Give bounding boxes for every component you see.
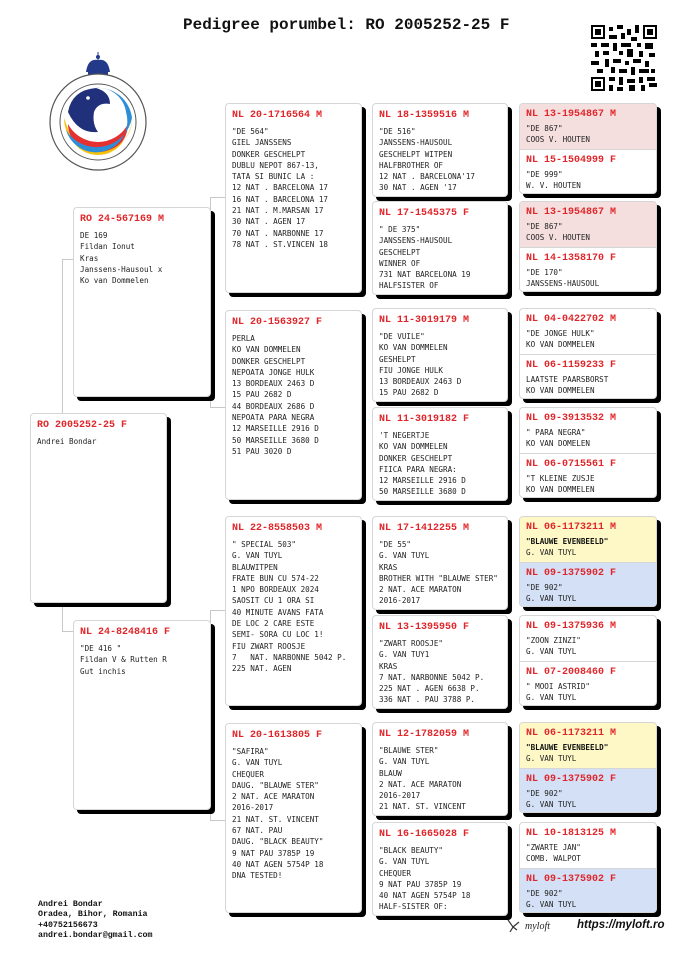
- info-line: 30 NAT . AGEN 17: [232, 217, 306, 227]
- qr-code-icon[interactable]: [591, 25, 657, 91]
- info-line: 40 MINUTE AVANS FATA: [232, 607, 324, 617]
- connector: [210, 407, 225, 408]
- bird-info: [226, 121, 361, 250]
- ring-number: NL 13-1954867 M: [526, 109, 617, 120]
- gggp-dam[interactable]: [520, 354, 656, 400]
- bird-info: [520, 739, 656, 765]
- info-line: "DE 564": [232, 127, 269, 136]
- info-line: G. VAN TUYL: [379, 551, 430, 561]
- info-line: JANSSENS-HAUSOUL: [379, 138, 453, 148]
- info-line: 7 NAT. NARBONNE 5042 P.: [232, 652, 347, 662]
- gggp-sire[interactable]: [520, 202, 656, 247]
- info-line: 30 NAT . AGEN '17: [379, 183, 457, 193]
- gggp-dam[interactable]: [520, 149, 656, 195]
- bird-info: [520, 218, 656, 244]
- owner-email[interactable]: andrei.bondar@gmail.com: [38, 931, 153, 941]
- connector: [508, 433, 509, 483]
- info-line: "DE 416 ": [80, 644, 122, 653]
- info-line: KO VAN DOMMELEN: [232, 345, 301, 355]
- bird-info: [373, 326, 507, 399]
- info-line: JANSSENS-HAUSOUL: [379, 236, 453, 246]
- gggp-pair-card[interactable]: [519, 615, 657, 706]
- bird-info: [373, 633, 507, 706]
- ring-number: NL 04-0422702 M: [526, 314, 617, 325]
- info-line: 2 NAT. ACE MARATON: [232, 792, 315, 802]
- info-line: FIICA PARA NEGRA:: [379, 464, 457, 474]
- grandparent-card[interactable]: [225, 103, 362, 293]
- info-line: 2016-2017: [232, 803, 274, 813]
- info-line: 2 NAT. ACE MARATON: [379, 779, 462, 789]
- connector: [362, 145, 363, 248]
- info-line: GESHELPT: [379, 354, 416, 364]
- ring-number: NL 09-1375902 F: [526, 873, 617, 885]
- great-grandparent-card[interactable]: [372, 103, 508, 197]
- info-line: 21 NAT . M.MARSAN 17: [232, 206, 324, 216]
- bird-info: [520, 120, 656, 146]
- info-line: KRAS: [379, 562, 398, 572]
- grandparent-card[interactable]: [225, 310, 362, 500]
- info-line: DONKER GESCHELPT: [379, 453, 453, 463]
- info-line: "ZWARTE JAN": [526, 843, 581, 852]
- info-line: "BLAUWE EVENBEELD": [526, 743, 609, 752]
- ring-number: NL 20-1563927 F: [232, 317, 323, 328]
- gggp-dam[interactable]: [520, 247, 656, 293]
- ring-number: NL 13-1395950 F: [379, 622, 470, 633]
- info-line: "DE 867": [526, 222, 563, 231]
- info-line: 2 NAT. ACE MARATON: [379, 585, 462, 595]
- bird-info: [520, 424, 656, 450]
- info-line: 336 NAT . PAU 3788 P.: [379, 695, 476, 705]
- info-line: COMB. WALPOT: [526, 854, 581, 864]
- bird-info: [520, 371, 656, 397]
- info-line: BROTHER WITH "BLAUWE STER": [379, 573, 498, 583]
- connector: [508, 535, 509, 585]
- info-line: "DE VUILE": [379, 332, 425, 341]
- gggp-pair-card[interactable]: [519, 516, 657, 607]
- bird-info: [520, 325, 656, 351]
- bird-info: [520, 470, 656, 496]
- connector: [508, 843, 509, 893]
- info-line: G. VAN TUYL: [526, 899, 577, 909]
- info-line: "ZOON ZINZI": [526, 636, 581, 645]
- info-line: 67 NAT. PAU: [232, 826, 283, 836]
- gggp-sire[interactable]: [520, 616, 656, 661]
- info-line: " PARA NEGRA": [526, 428, 586, 437]
- info-line: "DE 55": [379, 540, 412, 549]
- ring-number: NL 06-1173211 M: [526, 728, 617, 739]
- info-line: 2016-2017: [379, 596, 421, 606]
- ring-number: NL 24-8248416 F: [80, 627, 171, 638]
- bird-info: [31, 431, 166, 447]
- info-line: DNA TESTED!: [232, 871, 283, 881]
- info-line: 225 NAT . AGEN 6638 P.: [379, 684, 480, 694]
- info-line: SEMI- SORA CU LOC 1!: [232, 630, 324, 640]
- info-line: " MOOI ASTRID": [526, 681, 591, 691]
- brand-name: myloft: [525, 920, 550, 932]
- bird-info: [373, 740, 507, 813]
- ring-number: NL 09-1375936 M: [526, 621, 617, 632]
- bird-info: [520, 632, 656, 658]
- info-line: 15 PAU 2682 D: [232, 390, 292, 400]
- info-line: 12 MARSEILLE 2916 D: [379, 476, 466, 486]
- ring-number: NL 11-3019179 M: [379, 315, 470, 326]
- ring-number: NL 18-1359516 M: [379, 110, 470, 121]
- info-line: DAUG. "BLAUWE STER": [232, 780, 319, 790]
- info-line: G. VAN TUYL: [526, 754, 577, 764]
- info-line: "BLACK BEAUTY": [379, 846, 444, 855]
- info-line: JANSSENS-HAUSOUL: [526, 278, 600, 288]
- ring-number: NL 13-1954867 M: [526, 207, 617, 218]
- info-line: DONKER GESCHELPT: [232, 356, 306, 366]
- info-line: SAOSIT CU 1 ORA SI: [232, 596, 315, 606]
- bird-info: [373, 534, 507, 607]
- info-line: 13 BORDEAUX 2463 D: [232, 379, 315, 389]
- info-line: "DE 902": [526, 582, 563, 592]
- info-line: "BLAUWE EVENBEELD": [526, 537, 609, 546]
- info-line: "DE 902": [526, 888, 563, 898]
- info-line: " SPECIAL 503": [232, 540, 297, 549]
- info-line: 21 NAT. ST. VINCENT: [379, 802, 466, 812]
- info-line: G. VAN TUYL: [379, 757, 430, 767]
- parent-card-sire[interactable]: [73, 207, 211, 397]
- gggp-pair-card[interactable]: [519, 722, 657, 813]
- info-line: 1 NPO BORDEAUX 2024: [232, 585, 319, 595]
- info-line: G. VAN TUY1: [379, 650, 430, 660]
- info-line: PERLA: [232, 334, 255, 343]
- info-line: BLAUW: [379, 768, 402, 778]
- ring-number: RO 2005252-25 F: [37, 420, 128, 431]
- owner-name: Andrei Bondar: [38, 900, 103, 909]
- info-line: CHEQUER: [232, 769, 265, 779]
- info-line: COOS V. HOUTEN: [526, 135, 591, 145]
- info-line: KRAS: [379, 661, 398, 671]
- info-line: 12 MARSEILLE 2916 D: [232, 424, 319, 434]
- ring-number: NL 06-1159233 F: [526, 359, 617, 371]
- info-line: "ZWART ROOSJE": [379, 639, 444, 648]
- info-line: 12 NAT . BARCELONA 17: [232, 183, 329, 193]
- ring-number: NL 20-1613805 F: [232, 730, 323, 741]
- info-line: COOS V. HOUTEN: [526, 233, 591, 243]
- info-line: 9 NAT PAU 3785P 19: [232, 848, 315, 858]
- info-line: 15 PAU 2682 D: [379, 388, 439, 398]
- bird-info: [74, 225, 210, 286]
- owner-contact: [38, 900, 153, 942]
- ring-number: NL 15-1504999 F: [526, 154, 617, 166]
- bird-info: [520, 579, 656, 605]
- info-line: GESCHELPT WITPEN: [379, 149, 453, 159]
- info-line: 16 NAT . BARCELONA 17: [232, 194, 329, 204]
- bird-info: [226, 741, 361, 882]
- info-line: "DE 999": [526, 169, 563, 179]
- owner-address: Oradea, Bihor, Romania: [38, 910, 148, 920]
- info-line: KO VAN DOMMELEN: [526, 484, 595, 494]
- info-line: DAUG. "BLACK BEAUTY": [232, 837, 324, 847]
- ring-number: NL 14-1358170 F: [526, 252, 617, 264]
- ring-number: NL 20-1716564 M: [232, 110, 323, 121]
- info-line: 50 MARSEILLE 3680 D: [232, 435, 319, 445]
- info-line: Ko van Dommelen: [80, 276, 149, 286]
- gggp-dam[interactable]: [520, 562, 656, 608]
- info-line: DUBLU NEPOT 867-13,: [232, 160, 319, 170]
- ring-number: NL 22-8558503 M: [232, 523, 323, 534]
- gggp-sire[interactable]: [520, 104, 656, 149]
- bird-info: [520, 264, 656, 290]
- info-line: G. VAN TUYL: [232, 758, 283, 768]
- info-line: 78 NAT . ST.VINCEN 18: [232, 239, 329, 249]
- info-line: KO VAN DOMMELEN: [379, 343, 448, 353]
- pigeon-logo-icon: [506, 918, 522, 934]
- info-line: "BLAUWE STER": [379, 746, 439, 755]
- bird-info: [520, 885, 656, 911]
- info-line: 731 NAT BARCELONA 19: [379, 270, 471, 280]
- gggp-sire[interactable]: [520, 723, 656, 768]
- info-line: KO VAN DOMELEN: [526, 439, 591, 449]
- info-line: HALFBROTHER OF: [379, 160, 444, 170]
- info-line: KO VAN DOMMELEN: [379, 442, 448, 452]
- ring-number: NL 17-1412255 M: [379, 523, 470, 534]
- info-line: LAATSTE PAARSBORST: [526, 374, 609, 384]
- info-line: 40 NAT AGEN 5754P 18: [232, 859, 324, 869]
- ring-number: NL 09-1375902 F: [526, 567, 617, 579]
- gggp-dam[interactable]: [520, 453, 656, 499]
- info-line: KO VAN DOMMELEN: [526, 340, 595, 350]
- info-line: G. VAN TUYL: [526, 692, 577, 702]
- great-grandparent-card[interactable]: [372, 308, 508, 402]
- connector: [508, 740, 509, 790]
- info-line: 9 NAT PAU 3785P 19: [379, 879, 462, 889]
- bird-info: [520, 533, 656, 559]
- info-line: G. VAN TUYL: [526, 799, 577, 809]
- bird-info: [520, 678, 656, 704]
- info-line: G. VAN TUYL: [526, 593, 577, 603]
- ring-number: NL 11-3019182 F: [379, 414, 470, 425]
- bird-info: [226, 534, 361, 675]
- connector: [210, 820, 225, 821]
- great-grandparent-card[interactable]: [372, 407, 508, 501]
- info-line: FIU ZWART ROOSJE: [232, 641, 306, 651]
- subject-card[interactable]: [30, 413, 167, 603]
- grandparent-card[interactable]: [225, 723, 362, 913]
- ring-number: NL 09-1375902 F: [526, 773, 617, 785]
- ring-number: NL 07-2008460 F: [526, 666, 617, 678]
- info-line: GIEL JANSSENS: [232, 138, 292, 148]
- info-line: HALFSISTER OF: [379, 281, 439, 291]
- ring-number: NL 06-1173211 M: [526, 522, 617, 533]
- connector: [210, 610, 225, 611]
- info-line: Gut inchis: [80, 666, 126, 676]
- info-line: TATA SI BUNIC LA :: [232, 172, 315, 182]
- owner-phone: +40752156673: [38, 920, 98, 930]
- myloft-brand: [506, 918, 550, 934]
- great-grandparent-card[interactable]: [372, 516, 508, 610]
- info-line: 44 BORDEAUX 2686 D: [232, 401, 315, 411]
- grandparent-card[interactable]: [225, 516, 362, 706]
- info-line: 70 NAT . NARBONNE 17: [232, 228, 324, 238]
- connector: [362, 766, 363, 869]
- connector: [508, 330, 509, 380]
- info-line: CHEQUER: [379, 868, 412, 878]
- bird-info: [520, 166, 656, 192]
- great-grandparent-card[interactable]: [372, 615, 508, 709]
- gggp-pair-card[interactable]: [519, 822, 657, 913]
- connector: [362, 558, 363, 661]
- bird-info: [520, 785, 656, 811]
- parent-card-dam[interactable]: [73, 620, 211, 810]
- info-line: "T KLEINE ZUSJE: [526, 473, 595, 483]
- info-line: 13 BORDEAUX 2463 D: [379, 377, 462, 387]
- connector: [508, 125, 509, 175]
- info-line: "DE 902": [526, 788, 563, 798]
- info-line: G. VAN TUYL: [232, 551, 283, 561]
- info-line: 2016-2017: [379, 791, 421, 801]
- info-line: "DE 170": [526, 267, 563, 277]
- info-line: "DE 867": [526, 124, 563, 133]
- bird-info: [520, 839, 656, 865]
- gggp-sire[interactable]: [520, 823, 656, 868]
- info-line: G. VAN TUYL: [379, 857, 430, 867]
- info-line: Kras: [80, 253, 99, 263]
- ring-number: NL 17-1545375 F: [379, 208, 470, 219]
- connector: [508, 638, 509, 688]
- bird-info: [373, 121, 507, 194]
- info-line: FIU JONGE HULK: [379, 365, 444, 375]
- connector: [210, 197, 225, 198]
- info-line: "DE JONGE HULK": [526, 329, 595, 338]
- bird-info: [74, 638, 210, 677]
- great-grandparent-card[interactable]: [372, 201, 508, 295]
- info-line: "SAFIRA": [232, 747, 269, 756]
- ring-number: NL 12-1782059 M: [379, 729, 470, 740]
- info-line: 51 PAU 3020 D: [232, 446, 292, 456]
- ring-number: NL 16-1665028 F: [379, 829, 470, 840]
- info-line: HALF-SISTER OF:: [379, 902, 448, 912]
- ring-number: NL 10-1813125 M: [526, 828, 617, 839]
- info-line: NEPOATA PARA NEGRA: [232, 413, 315, 423]
- gggp-pair-card[interactable]: [519, 308, 657, 399]
- connector: [362, 353, 363, 456]
- info-line: BLAUWITPEN: [232, 562, 278, 572]
- bird-info: [373, 840, 507, 913]
- info-line: G. VAN TUYL: [526, 647, 577, 657]
- gggp-sire[interactable]: [520, 309, 656, 354]
- info-line: Janssens-Hausoul x: [80, 264, 163, 274]
- ring-number: RO 24-567169 M: [80, 214, 165, 225]
- gggp-pair-card[interactable]: [519, 103, 657, 194]
- gggp-dam[interactable]: [520, 868, 656, 914]
- info-line: Andrei Bondar: [37, 437, 97, 446]
- info-line: NEPOATA JONGE HULK: [232, 367, 315, 377]
- info-line: 12 NAT . BARCELONA'17: [379, 172, 476, 182]
- bird-info: [373, 219, 507, 292]
- great-grandparent-card[interactable]: [372, 822, 508, 916]
- info-line: 225 NAT. AGEN: [232, 664, 292, 674]
- bird-info: [373, 425, 507, 498]
- gggp-pair-card[interactable]: [519, 407, 657, 498]
- bird-info: [226, 328, 361, 457]
- info-line: DE 169: [80, 231, 108, 240]
- gggp-pair-card[interactable]: [519, 201, 657, 292]
- connector: [508, 228, 509, 278]
- website-link[interactable]: https://myloft.ro: [577, 919, 665, 931]
- info-line: 40 NAT AGEN 5754P 18: [379, 891, 471, 901]
- gggp-sire[interactable]: [520, 517, 656, 562]
- info-line: W. V. HOUTEN: [526, 180, 581, 190]
- ring-number: NL 09-3913532 M: [526, 413, 617, 424]
- great-grandparent-card[interactable]: [372, 722, 508, 816]
- info-line: 7 NAT. NARBONNE 5042 P.: [379, 672, 485, 682]
- info-line: DE LOC 2 CARE ESTE: [232, 619, 315, 629]
- gggp-dam[interactable]: [520, 661, 656, 707]
- page-title: Pedigree porumbel: RO 2005252-25 F: [183, 16, 510, 34]
- info-line: Fildan Ionut: [80, 242, 135, 252]
- info-line: 21 NAT. ST. VINCENT: [232, 814, 319, 824]
- club-logo: [38, 52, 158, 172]
- info-line: 'T NEGERTJE: [379, 431, 430, 440]
- info-line: G. VAN TUYL: [526, 548, 577, 558]
- info-line: "DE 516": [379, 127, 416, 136]
- info-line: FRATE BUN CU 574-22: [232, 573, 319, 583]
- gggp-dam[interactable]: [520, 768, 656, 814]
- info-line: WINNER OF: [379, 258, 421, 268]
- ring-number: NL 06-0715561 F: [526, 458, 617, 470]
- info-line: Fildan V & Rutten R: [80, 655, 167, 665]
- info-line: GESCHELPT: [379, 247, 421, 257]
- gggp-sire[interactable]: [520, 408, 656, 453]
- info-line: " DE 375": [379, 225, 421, 234]
- info-line: 50 MARSEILLE 3680 D: [379, 487, 466, 497]
- info-line: KO VAN DOMMELEN: [526, 385, 595, 395]
- info-line: DONKER GESCHELPT: [232, 149, 306, 159]
